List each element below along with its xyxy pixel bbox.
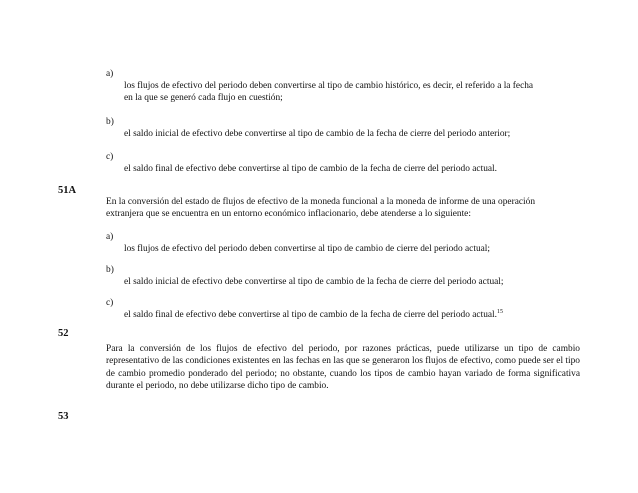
item-marker-a: a) [106,69,114,79]
item-text-a-line1: los flujos de efectivo del periodo deben convertirse al tipo de cambio histórico, es decir, el referido a la fecha [124,81,534,91]
paragraph-51a-intro-line2: extranjera que se encuentra en un entorno económico inflacionario, debe atenderse a lo siguiente: [106,209,471,219]
item-marker-b: b) [106,117,114,127]
item-text-c: el saldo final de efectivo debe convertirse al tipo de cambio de la fecha de cierre del periodo actual. [124,164,497,174]
item-marker-51a-b: b) [106,265,114,275]
item-text-51a-b: el saldo inicial de efectivo debe convertirse al tipo de cambio de la fecha de cierre del periodo actual; [124,277,504,287]
item-text-51a-c [124,309,503,321]
item-text-51a-c-body: el saldo final de efectivo debe convertirse al tipo de cambio de la fecha de cierre del periodo actual. [124,310,497,320]
paragraph-number-52: 52 [58,328,69,339]
item-text-b: el saldo inicial de efectivo debe convertirse al tipo de cambio de la fecha de cierre del periodo anterior; [124,129,511,139]
paragraph-number-53: 53 [58,411,69,422]
item-text-a-line2: en la que se generó cada flujo en cuestión; [124,93,283,103]
paragraph-51a-intro-line1: En la conversión del estado de flujos de efectivo de la moneda funcional a la moneda de informe de una operación [106,197,536,207]
paragraph-52-text: Para la conversión de los flujos de efectivo del periodo, por razones prácticas, puede utilizarse un tipo de cambio representativo de las condiciones existentes en las fechas en las que se generaron los flujos de efectivo, como puede ser el tipo de cambio promedio ponderado del periodo; no obstante, cuando los tipos de cambio hayan variado de forma significativa durante el periodo, no debe utilizarse dicho tipo de cambio. [106,344,580,392]
item-marker-c: c) [106,152,114,162]
item-marker-51a-c: c) [106,298,114,308]
item-marker-51a-a: a) [106,232,114,242]
item-text-51a-a: los flujos de efectivo del periodo deben convertirse al tipo de cambio de cierre del periodo actual; [124,244,491,254]
paragraph-number-51a: 51A [58,185,77,196]
footnote-reference[interactable]: 15 [497,308,503,315]
